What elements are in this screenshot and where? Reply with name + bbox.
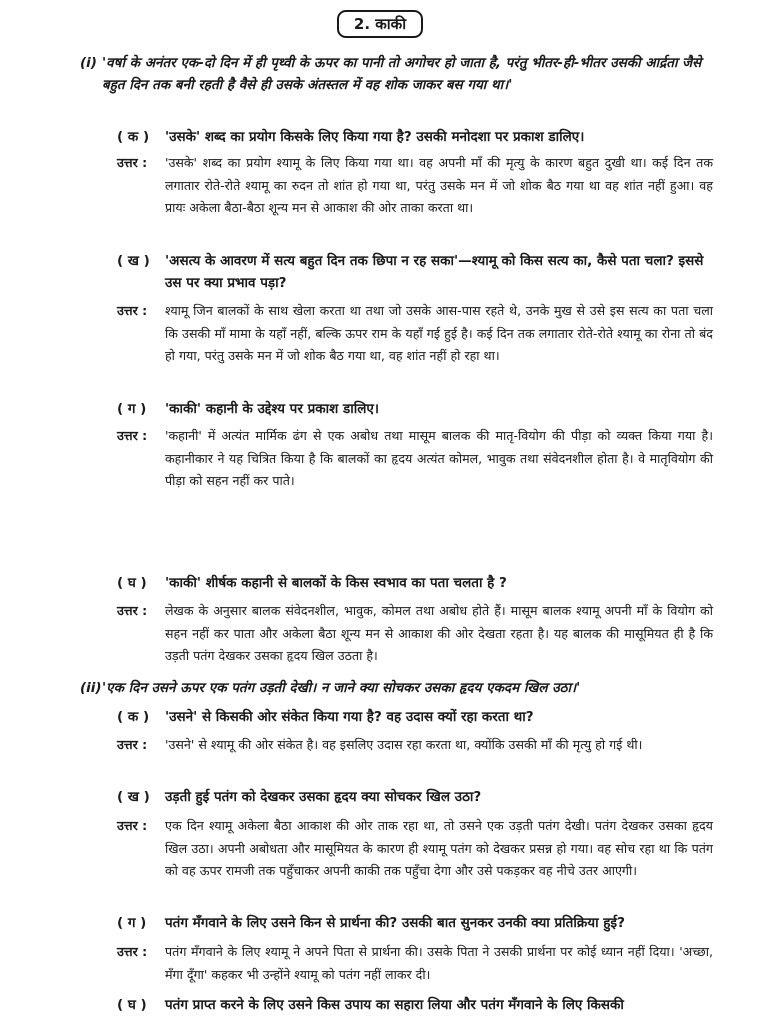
question-text: 'काकी' कहानी के उद्देश्य पर प्रकाश डालिए।	[165, 401, 379, 417]
passage-number: (ii)	[80, 680, 102, 696]
question-label: ( ग )	[117, 915, 147, 931]
question-label: ( घ )	[117, 575, 147, 591]
question-label: ( ख )	[117, 253, 150, 269]
answer-text: 'उसने' से श्यामू की ओर संकेत है। वह इसलिए उदास रहा करता था, क्योंकि उसकी माँ की मृत्यु हो गई थी।	[165, 737, 643, 752]
question-text: उड़ती हुई पतंग को देखकर उसका हृदय क्या सोचकर खिल उठा?	[165, 789, 482, 805]
answer-text: पतंग मँगवाने के लिए श्यामू ने अपने पिता से प्रार्थना की। उसके पिता ने उसकी प्रार्थना पर कोई ध्यान नहीं दिया। 'अच्छा, मँगा दूँगा' कहकर भी उन्होंने श्यामू को पतंग नहीं लाकर दी।	[165, 944, 714, 982]
passage-text: 'वर्षा के अनंतर एक-दो दिन में ही पृथ्वी के ऊपर का पानी तो अगोचर हो जाता है, परंतु भीतर-ही-भीतर उसकी आर्द्रता जैसे बहुत दिन तक बनी रहती है वैसे ही उसके अंतस्तल में वह शोक जाकर बस गया था।'	[102, 55, 702, 93]
question-2-kha	[117, 786, 717, 808]
question-2-gha	[117, 994, 717, 1016]
passage-2	[80, 677, 710, 699]
passage-text: 'एक दिन उसने ऊपर एक पतंग उड़ती देखी। न जाने क्या सोचकर उसका हृदय एकदम खिल उठा।'	[102, 680, 581, 696]
question-1-kha	[117, 250, 717, 294]
answer-label: उत्तर :	[117, 155, 148, 170]
answer-2-ka	[117, 734, 713, 757]
question-label: ( क )	[117, 129, 150, 145]
answer-label: उत्तर :	[117, 818, 148, 833]
answer-text: 'उसके' शब्द का प्रयोग श्यामू के लिए किया गया था। वह अपनी माँ की मृत्यु के कारण बहुत दुखी था। कई दिन तक लगातार रोते-रोते श्यामू का रुदन तो शांत हो गया था, परंतु उसके मन में जो शोक बैठ गया था वह शांत नहीं हुआ। वह प्रायः अकेला बैठा-बैठा शून्य मन से आकाश की ओर ताका करता था।	[165, 155, 713, 215]
question-text: पतंग प्राप्त करने के लिए उसने किस उपाय का सहारा लिया और पतंग मँगवाने के लिए किसकी	[165, 997, 624, 1013]
question-label: ( घ )	[117, 997, 147, 1013]
question-text: पतंग मँगवाने के लिए उसने किन से प्रार्थना की? उसकी बात सुनकर उनकी क्या प्रतिक्रिया हुई?	[165, 915, 625, 931]
passage-1	[80, 52, 710, 96]
answer-label: उत्तर :	[117, 303, 148, 318]
question-text: 'उसने' से किसकी ओर संकेत किया गया है? वह उदास क्यों रहा करता था?	[165, 709, 534, 725]
answer-text: श्यामू जिन बालकों के साथ खेला करता था तथा जो उसके आस-पास रहते थे, उनके मुख से उसे इस सत्य का पता चला कि उसकी माँ मामा के यहाँ नहीं, बल्कि ऊपर राम के यहाँ गई हुई है। कई दिन तक लगातार रोते-रोते श्यामू का रोना तो बंद हो गया, परंतु उसके मन में जो शोक बैठ गया था, वह शांत नहीं हो रहा था।	[165, 303, 713, 363]
question-label: ( क )	[117, 709, 150, 725]
answer-1-gha	[117, 600, 713, 668]
answer-1-kha	[117, 300, 713, 368]
answer-label: उत्तर :	[117, 603, 148, 618]
question-1-ka	[117, 126, 717, 148]
answer-label: उत्तर :	[117, 737, 148, 752]
passage-number: (i)	[80, 55, 97, 71]
question-2-ga	[117, 912, 717, 934]
chapter-title: 2. काकी	[337, 10, 423, 38]
question-1-ga	[117, 398, 717, 420]
question-2-ka	[117, 706, 717, 728]
question-1-gha	[117, 572, 717, 594]
answer-2-ga	[117, 941, 713, 986]
answer-text: 'कहानी' में अत्यंत मार्मिक ढंग से एक अबोध तथा मासूम बालक की मातृ-वियोग की पीड़ा को व्यक्त किया गया है। कहानीकार ने यह चित्रित किया है कि बालकों का हृदय अत्यंत कोमल, भावुक तथा संवेदनशील होता है। वे मातृवियोग की पीड़ा को सहन नहीं कर पाते।	[165, 428, 713, 488]
answer-label: उत्तर :	[117, 428, 148, 443]
answer-2-kha	[117, 815, 713, 883]
question-label: ( ख )	[117, 789, 150, 805]
question-text: 'काकी' शीर्षक कहानी से बालकों के किस स्वभाव का पता चलता है ?	[165, 575, 507, 591]
answer-text: लेखक के अनुसार बालक संवेदनशील, भावुक, कोमल तथा अबोध होते हैं। मासूम बालक श्यामू अपनी माँ के वियोग को सहन नहीं कर पाता और अकेला बैठा शून्य मन से आकाश की ओर देखता रहता है। यह बालक की मासूमियत ही है कि उड़ती पतंग देखकर उसका हृदय खिल उठता है।	[165, 603, 713, 663]
question-text: 'असत्य के आवरण में सत्य बहुत दिन तक छिपा न रह सका'—श्यामू को किस सत्य का, कैसे पता चला? इससे उस पर क्या प्रभाव पड़ा?	[165, 253, 704, 291]
answer-1-ka	[117, 152, 713, 220]
answer-label: उत्तर :	[117, 944, 148, 959]
answer-text: एक दिन श्यामू अकेला बैठा आकाश की ओर ताक रहा था, तो उसने एक उड़ती पतंग देखी। पतंग देखकर उसका हृदय खिल उठा। अपनी अबोधता और मासूमियत के कारण ही श्यामू पतंग को देखकर प्रसन्न हो गया। वह सोच रहा था कि पतंग को वह ऊपर रामजी तक पहुँचाकर अपनी काकी तक पहुँचा देगा और उसे पकड़कर वह नीचे उतर आएगी।	[165, 818, 713, 878]
question-text: 'उसके' शब्द का प्रयोग किसके लिए किया गया है? उसकी मनोदशा पर प्रकाश डालिए।	[165, 129, 585, 145]
question-label: ( ग )	[117, 401, 147, 417]
answer-1-ga	[117, 425, 713, 493]
